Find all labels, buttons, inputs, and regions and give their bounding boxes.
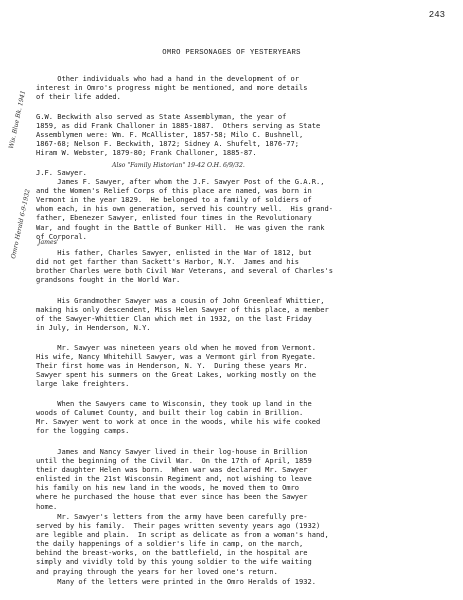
grandmother-paragraph: His Grandmother Sawyer was a cousin of John Greenleaf Whittier, making his only descendent, Miss Helen Sawyer of this place, a member of the Sawyer-Whittier Clan which met in 1932, on the last Friday in July, in Henderson, N.Y. [36, 296, 329, 333]
handwritten-correction: James' [38, 239, 59, 246]
margin-note-blue-book: Wis. Blue Bk. 1941 [8, 89, 28, 150]
civil-war-paragraph: James and Nancy Sawyer lived in their log-house in Brillion until the beginning of the Civil War. On the 17th of April, 1859 their daughter Helen was born. When war was declared Mr. Sawyer enlisted in the 21st Wisconsin Regiment and, not wishing to leave his family on his new land in the woods, he moved them to Omro where he purchased the house that ever since has been the Sawyer home. [36, 447, 312, 511]
inline-handwritten-note: Also "Family Historian" 19-42 O.H. 6/9/32. [112, 162, 245, 169]
sawyer-heading-paragraph: J.F. Sawyer. James F. Sawyer, after whom the J.F. Sawyer Post of the G.A.R., and the Women's Relief Corps of this place are named, was born in Vermont in the year 1829. He belonged to a family of soldiers of whom each, in his own generation, served his country well. His grand- father, Ebenezer Sawyer, enlisted four times in the Revolutionary War, and fought in the Battle of Bunker Hill. He was given the rank of Corporal. [36, 168, 333, 241]
assemblymen-paragraph: G.W. Beckwith also served as State Assemblyman, the year of 1859, as did Frank Challoner in 1885-1887. Others serving as State Assemblymen were: Wm. F. McAllister, 1857-58; Milo C. Bushnell, 1867-68; Nelson F. Beckwith, 1872; Sidney A. Shufelt, 1876-77; Hiram W. Webster, 1879-80; Frank Challoner, 1885-87. [36, 112, 321, 158]
letters-paragraph: Mr. Sawyer's letters from the army have been carefully pre- served by his family. Their pages written seventy years ago (1932) are legible and plain. In script as delicate as from a woman's hand, the daily happenings of a soldier's life in camp, on the march, behind the breast-works, on the battlefield, in the hospital are simply and vividly told by this young soldier to the wife waiting and praying through the years for her loved one's return. [36, 512, 329, 576]
intro-paragraph: Other individuals who had a hand in the development of or interest in Omro's progress might be mentioned, and more details of their life added. [36, 74, 308, 102]
page-number: 243 [428, 10, 445, 20]
heralds-paragraph: Many of the letters were printed in the Omro Heralds of 1932. [36, 577, 317, 586]
page-title: OMRO PERSONAGES OF YESTERYEARS [162, 49, 301, 57]
vermont-paragraph: Mr. Sawyer was nineteen years old when he moved from Vermont. His wife, Nancy Whitehill Sawyer, was a Vermont girl from Ryegate. Their first home was in Henderson, N. Y. During these years Mr. Sawyer spent his summers on the Great Lakes, working mostly on the large lake freighters. [36, 343, 317, 389]
margin-note-omro-herald: Omro Herald 6-9-1932 [10, 188, 32, 260]
father-paragraph: His father, Charles Sawyer, enlisted in the War of 1812, but did not get farther than Sackett's Harbor, N.Y. James and his brother Charles were both Civil War Veterans, and several of Charles's grandsons fought in the World War. [36, 248, 333, 285]
wisconsin-paragraph: When the Sawyers came to Wisconsin, they took up land in the woods of Calumet County, and built their log cabin in Brillion. Mr. Sawyer went to work at once in the woods, while his wife cooked for the logging camps. [36, 399, 321, 436]
